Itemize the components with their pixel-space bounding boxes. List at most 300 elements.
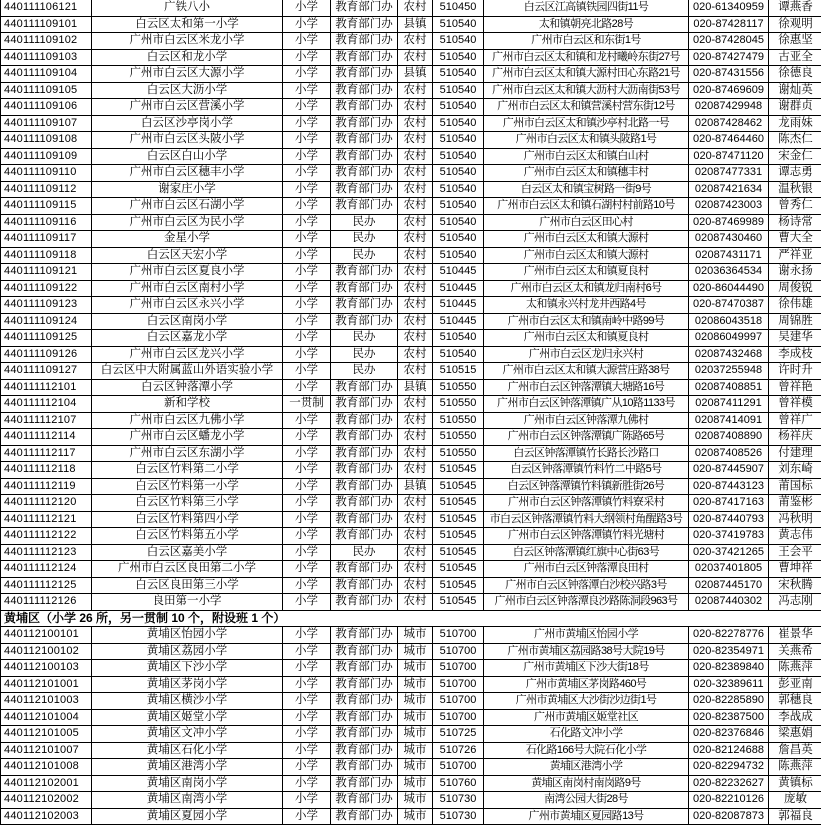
cell-address: 石化路166号大院石化小学 [484,743,689,759]
cell-phone: 020-87470387 [689,297,769,313]
cell-area: 农村 [398,446,433,462]
cell-address: 广州市白云区钟落潭镇竹料光塘村 [484,528,689,544]
cell-phone: 020-82389840 [689,660,769,676]
cell-phone: 020-87428117 [689,17,769,33]
cell-type: 一贯制 [283,396,331,412]
cell-area: 农村 [398,545,433,561]
cell-type: 小学 [283,132,331,148]
cell-address: 广州市白云区钟落潭镇竹料寮采村 [484,495,689,511]
cell-area: 农村 [398,248,433,264]
cell-id: 440111112121 [1,512,92,528]
cell-type: 小学 [283,627,331,643]
cell-area: 农村 [398,116,433,132]
table-row [1,281,821,298]
cell-name: 广铁八小 [92,0,283,16]
cell-postcode: 510545 [433,495,484,511]
cell-address: 石化路文冲小学 [484,726,689,742]
cell-postcode: 510540 [433,99,484,115]
cell-sponsor: 教育部门办 [331,83,398,99]
cell-name: 广州市白云区夏良小学 [92,264,283,280]
cell-sponsor: 教育部门办 [331,297,398,313]
cell-sponsor: 教育部门办 [331,99,398,115]
cell-address: 广州市白云区太和镇和龙村曦岭东街27号 [484,50,689,66]
cell-postcode: 510540 [433,116,484,132]
cell-postcode: 510515 [433,363,484,379]
cell-sponsor: 教育部门办 [331,446,398,462]
cell-area: 农村 [398,83,433,99]
cell-contact: 周俊锐 [778,281,813,294]
cell-sponsor: 教育部门办 [331,792,398,808]
cell-phone: 020-82387500 [689,710,769,726]
cell-sponsor: 教育部门办 [331,644,398,660]
cell-type: 小学 [283,314,331,330]
cell-type: 小学 [283,446,331,462]
cell-id: 440112101001 [1,677,92,693]
cell-address: 广州市白云区太和镇夏良村 [484,330,689,346]
cell-sponsor: 教育部门办 [331,627,398,643]
cell-contact: 刘东崎 [778,463,813,475]
cell-id: 440111109125 [1,330,92,346]
cell-sponsor: 民办 [331,248,398,264]
cell-phone: 02087411291 [689,396,769,412]
cell-phone: 02036364534 [689,264,769,280]
cell-id: 440111109124 [1,314,92,330]
table-row [1,545,821,562]
cell-phone: 020-87471120 [689,149,769,165]
cell-phone: 020-87428045 [689,33,769,49]
cell-contact: 李战成 [778,710,813,723]
cell-type: 小学 [283,528,331,544]
cell-address: 广州市白云区钟落潭镇广从10路1133号 [484,396,689,412]
cell-contact: 谢群贞 [778,100,813,112]
cell-postcode: 510545 [433,528,484,544]
cell-type: 小学 [283,231,331,247]
cell-name: 白云区竹料第二小学 [92,462,283,478]
cell-id: 440111112104 [1,396,92,412]
table-row [1,594,821,611]
cell-name: 黄埔区南湾小学 [92,792,283,808]
cell-postcode: 510550 [433,380,484,396]
cell-id: 440111109127 [1,363,92,379]
table-row [1,578,821,595]
cell-postcode: 510700 [433,693,484,709]
cell-contact: 付建理 [778,446,813,459]
cell-phone: 020-82376846 [689,726,769,742]
cell-contact: 崔景华 [778,628,813,640]
cell-area: 农村 [398,132,433,148]
cell-type: 小学 [283,743,331,759]
cell-area: 农村 [398,396,433,412]
baiyun-school-rows [1,0,821,611]
cell-id: 440111109105 [1,83,92,99]
cell-phone: 02037401805 [689,561,769,577]
cell-name: 广州市白云区穗丰小学 [92,165,283,181]
cell-area: 农村 [398,429,433,445]
cell-area: 农村 [398,594,433,610]
cell-area: 农村 [398,578,433,594]
cell-id: 440111109104 [1,66,92,82]
cell-phone: 020-87443123 [689,479,769,495]
cell-id: 440111109112 [1,182,92,198]
cell-sponsor: 教育部门办 [331,776,398,792]
table-row [1,726,821,743]
cell-address: 广州市白云区太和镇沙亭村北路一号 [484,116,689,132]
cell-phone: 02087432468 [689,347,769,363]
cell-address: 广州市白云区太和镇夏良村 [484,264,689,280]
cell-id: 440111112119 [1,479,92,495]
cell-address: 黄埔区南岗村南岗路9号 [484,776,689,792]
cell-name: 黄埔区石化小学 [92,743,283,759]
cell-name: 白云区南岗小学 [92,314,283,330]
cell-type: 小学 [283,182,331,198]
cell-postcode: 510550 [433,429,484,445]
cell-postcode: 510540 [433,215,484,231]
table-row [1,33,821,50]
cell-sponsor: 民办 [331,330,398,346]
table-row [1,50,821,67]
cell-contact: 郭穗良 [778,694,813,706]
cell-postcode: 510700 [433,710,484,726]
table-row [1,792,821,809]
cell-address: 南湾公园大街28号 [484,792,689,808]
cell-name: 白云区竹料第四小学 [92,512,283,528]
cell-sponsor: 教育部门办 [331,116,398,132]
cell-address: 广州市白云区太和镇白山村 [484,149,689,165]
cell-postcode: 510540 [433,50,484,66]
cell-id: 440111112122 [1,528,92,544]
cell-id: 440111109108 [1,132,92,148]
cell-sponsor: 教育部门办 [331,149,398,165]
cell-address: 广州市白云区太和镇头陂路1号 [484,132,689,148]
cell-contact: 宋秋腾 [778,578,813,591]
cell-area: 农村 [398,561,433,577]
cell-type: 小学 [283,545,331,561]
cell-address: 广州市白云区太和镇大源村 [484,231,689,247]
cell-type: 小学 [283,429,331,445]
cell-postcode: 510540 [433,149,484,165]
cell-area: 城市 [398,677,433,693]
cell-phone: 020-82294732 [689,759,769,775]
cell-contact: 徐观明 [778,17,813,30]
cell-postcode: 510540 [433,66,484,82]
cell-name: 黄埔区南岗小学 [92,776,283,792]
table-row [1,198,821,215]
cell-contact: 詹昌英 [778,743,813,756]
cell-phone: 02037255948 [689,363,769,379]
cell-sponsor: 教育部门办 [331,528,398,544]
cell-name: 白云区嘉龙小学 [92,330,283,346]
cell-sponsor: 教育部门办 [331,578,398,594]
cell-sponsor: 教育部门办 [331,710,398,726]
cell-address: 广州市白云区太和镇大源村田心东路21号 [484,66,689,82]
cell-phone: 020-82087873 [689,809,769,825]
cell-address: 广州市白云区太和镇石湖村村前路10号 [484,198,689,214]
cell-area: 农村 [398,264,433,280]
cell-contact: 谢永扬 [778,265,813,277]
cell-type: 小学 [283,50,331,66]
cell-address: 广州市黄埔区大沙街沙边街1号 [484,693,689,709]
cell-phone: 02087408890 [689,429,769,445]
cell-address: 市白云区钟落潭镇竹料大纲领村角醒路3号 [484,512,689,528]
table-row [1,314,821,331]
table-row [1,644,821,661]
cell-phone: 020-86044490 [689,281,769,297]
cell-id: 440111112107 [1,413,92,429]
cell-type: 小学 [283,149,331,165]
cell-postcode: 510540 [433,165,484,181]
cell-name: 黄埔区夏园小学 [92,809,283,825]
cell-postcode: 510730 [433,792,484,808]
cell-contact: 温秋银 [778,182,813,195]
cell-postcode: 510540 [433,347,484,363]
cell-postcode: 510545 [433,561,484,577]
cell-sponsor: 教育部门办 [331,198,398,214]
cell-sponsor: 教育部门办 [331,0,398,16]
cell-contact: 曾祥广 [778,413,813,426]
cell-area: 农村 [398,182,433,198]
cell-area: 农村 [398,495,433,511]
cell-sponsor: 教育部门办 [331,33,398,49]
cell-contact: 庞敏 [784,793,807,805]
cell-address: 广州市白云区钟落潭镇广陈路65号 [484,429,689,445]
cell-sponsor: 教育部门办 [331,380,398,396]
cell-id: 440112102002 [1,792,92,808]
table-row [1,363,821,380]
table-row [1,83,821,100]
cell-id: 440111112126 [1,594,92,610]
cell-type: 小学 [283,413,331,429]
cell-contact: 冯秋明 [778,512,813,525]
cell-area: 农村 [398,231,433,247]
cell-phone: 020-87469989 [689,215,769,231]
cell-id: 440112101004 [1,710,92,726]
cell-contact: 陈燕萍 [778,661,813,673]
cell-type: 小学 [283,363,331,379]
cell-area: 农村 [398,198,433,214]
cell-id: 440111109109 [1,149,92,165]
cell-contact: 曹大全 [778,232,813,244]
cell-id: 440112101007 [1,743,92,759]
cell-name: 黄埔区港湾小学 [92,759,283,775]
cell-name: 黄埔区怡园小学 [92,627,283,643]
cell-address: 广州市白云区钟落潭良沙路陈洞段963号 [484,594,689,610]
cell-id: 440112101005 [1,726,92,742]
cell-address: 广州市白云区太和镇南岭中路99号 [484,314,689,330]
cell-contact: 李成枝 [778,347,813,360]
cell-sponsor: 民办 [331,363,398,379]
cell-address: 广州市黄埔区茅岗路460号 [484,677,689,693]
cell-postcode: 510540 [433,83,484,99]
huangpu-school-rows [1,627,821,825]
cell-type: 小学 [283,578,331,594]
cell-type: 小学 [283,99,331,115]
cell-name: 广州市白云区龙兴小学 [92,347,283,363]
cell-type: 小学 [283,165,331,181]
cell-phone: 020-61340959 [689,0,769,16]
cell-postcode: 510540 [433,132,484,148]
cell-type: 小学 [283,776,331,792]
cell-area: 城市 [398,660,433,676]
cell-id: 440111112114 [1,429,92,445]
cell-id: 440111109126 [1,347,92,363]
table-row [1,99,821,116]
cell-type: 小学 [283,297,331,313]
cell-type: 小学 [283,594,331,610]
cell-area: 农村 [398,215,433,231]
cell-phone: 02087445170 [689,578,769,594]
cell-postcode: 510540 [433,248,484,264]
cell-id: 440111109110 [1,165,92,181]
cell-area: 农村 [398,363,433,379]
table-row [1,743,821,760]
cell-address: 广州市黄埔区姬堂社区 [484,710,689,726]
cell-type: 小学 [283,215,331,231]
cell-address: 白云区钟落潭镇竹料竹二中路5号 [484,462,689,478]
cell-id: 440111109118 [1,248,92,264]
cell-postcode: 510725 [433,726,484,742]
table-row [1,710,821,727]
cell-sponsor: 教育部门办 [331,264,398,280]
table-row [1,693,821,710]
cell-sponsor: 教育部门办 [331,479,398,495]
cell-name: 黄埔区荔园小学 [92,644,283,660]
table-row [1,182,821,199]
cell-name: 黄埔区横沙小学 [92,693,283,709]
cell-contact: 杨祥庆 [778,430,813,442]
table-row [1,627,821,644]
cell-sponsor: 教育部门办 [331,396,398,412]
cell-sponsor: 教育部门办 [331,561,398,577]
cell-phone: 02086049997 [689,330,769,346]
cell-address: 白云区江高镇铁园四街11号 [484,0,689,16]
cell-contact: 谭燕香 [778,1,813,13]
cell-address: 广州市黄埔区夏园路13号 [484,809,689,825]
cell-type: 小学 [283,792,331,808]
table-row [1,429,821,446]
cell-postcode: 510545 [433,479,484,495]
cell-postcode: 510545 [433,594,484,610]
cell-contact: 关燕希 [778,644,813,657]
cell-name: 广州市白云区永兴小学 [92,297,283,313]
cell-area: 农村 [398,50,433,66]
table-row [1,165,821,182]
cell-type: 小学 [283,561,331,577]
cell-contact: 彭亚南 [778,677,813,690]
cell-id: 440111112120 [1,495,92,511]
cell-postcode: 510550 [433,446,484,462]
table-row [1,561,821,578]
cell-postcode: 510540 [433,17,484,33]
cell-area: 城市 [398,809,433,825]
cell-contact: 黄志伟 [778,529,813,541]
cell-phone: 020-82354971 [689,644,769,660]
cell-name: 黄埔区文冲小学 [92,726,283,742]
cell-id: 440111112117 [1,446,92,462]
cell-id: 440111109121 [1,264,92,280]
cell-phone: 02087440302 [689,594,769,610]
cell-id: 440111109116 [1,215,92,231]
cell-address: 广州市白云区太和镇大源村 [484,248,689,264]
cell-type: 小学 [283,512,331,528]
cell-name: 白云区大沥小学 [92,83,283,99]
cell-type: 小学 [283,660,331,676]
table-row [1,132,821,149]
cell-postcode: 510445 [433,264,484,280]
cell-phone: 02087430460 [689,231,769,247]
cell-name: 白云区中大附属蓝山外语实验小学 [92,363,283,379]
cell-contact: 周锦胜 [778,314,813,327]
cell-type: 小学 [283,248,331,264]
table-row [1,0,821,17]
cell-address: 广州市黄埔区荔园路38号大院19号 [484,644,689,660]
cell-area: 城市 [398,693,433,709]
cell-phone: 020-87464460 [689,132,769,148]
cell-id: 440112101008 [1,759,92,775]
cell-address: 广州市白云区太和镇穗丰村 [484,165,689,181]
cell-address: 白云区太和镇宝树路一街9号 [484,182,689,198]
cell-type: 小学 [283,726,331,742]
cell-address: 广州市白云区钟落潭白沙校兴路3号 [484,578,689,594]
table-row [1,660,821,677]
cell-type: 小学 [283,116,331,132]
cell-postcode: 510730 [433,809,484,825]
cell-area: 城市 [398,792,433,808]
cell-postcode: 510550 [433,396,484,412]
cell-postcode: 510700 [433,644,484,660]
cell-area: 农村 [398,33,433,49]
cell-sponsor: 教育部门办 [331,165,398,181]
table-row [1,776,821,793]
cell-id: 440111112124 [1,561,92,577]
table-row [1,330,821,347]
cell-type: 小学 [283,330,331,346]
cell-postcode: 510450 [433,0,484,16]
cell-name: 白云区白山小学 [92,149,283,165]
cell-address: 白云区钟落潭镇竹料镇新胜街26号 [484,479,689,495]
cell-postcode: 510445 [433,297,484,313]
cell-postcode: 510550 [433,413,484,429]
cell-contact: 杨诗常 [778,215,813,228]
cell-contact: 莆鉴彬 [778,496,813,508]
cell-type: 小学 [283,33,331,49]
cell-id: 440111109117 [1,231,92,247]
cell-phone: 02087408526 [689,446,769,462]
table-row [1,446,821,463]
table-row [1,396,821,413]
table-row [1,17,821,34]
cell-type: 小学 [283,495,331,511]
cell-sponsor: 教育部门办 [331,314,398,330]
cell-sponsor: 教育部门办 [331,809,398,825]
table-row [1,759,821,776]
cell-area: 农村 [398,528,433,544]
cell-name: 广州市白云区蟠龙小学 [92,429,283,445]
cell-phone: 020-32389611 [689,677,769,693]
cell-contact: 古亚全 [778,50,813,63]
cell-type: 小学 [283,347,331,363]
table-row [1,231,821,248]
cell-address: 广州市白云区太和镇龙归南村6号 [484,281,689,297]
cell-phone: 020-82232627 [689,776,769,792]
cell-address: 广州市黄埔区怡园小学 [484,627,689,643]
cell-name: 黄埔区茅岗小学 [92,677,283,693]
cell-phone: 020-82210126 [689,792,769,808]
cell-contact: 徐德良 [778,67,813,79]
cell-type: 小学 [283,677,331,693]
cell-phone: 020-87417163 [689,495,769,511]
cell-type: 小学 [283,83,331,99]
cell-phone: 020-87427479 [689,50,769,66]
